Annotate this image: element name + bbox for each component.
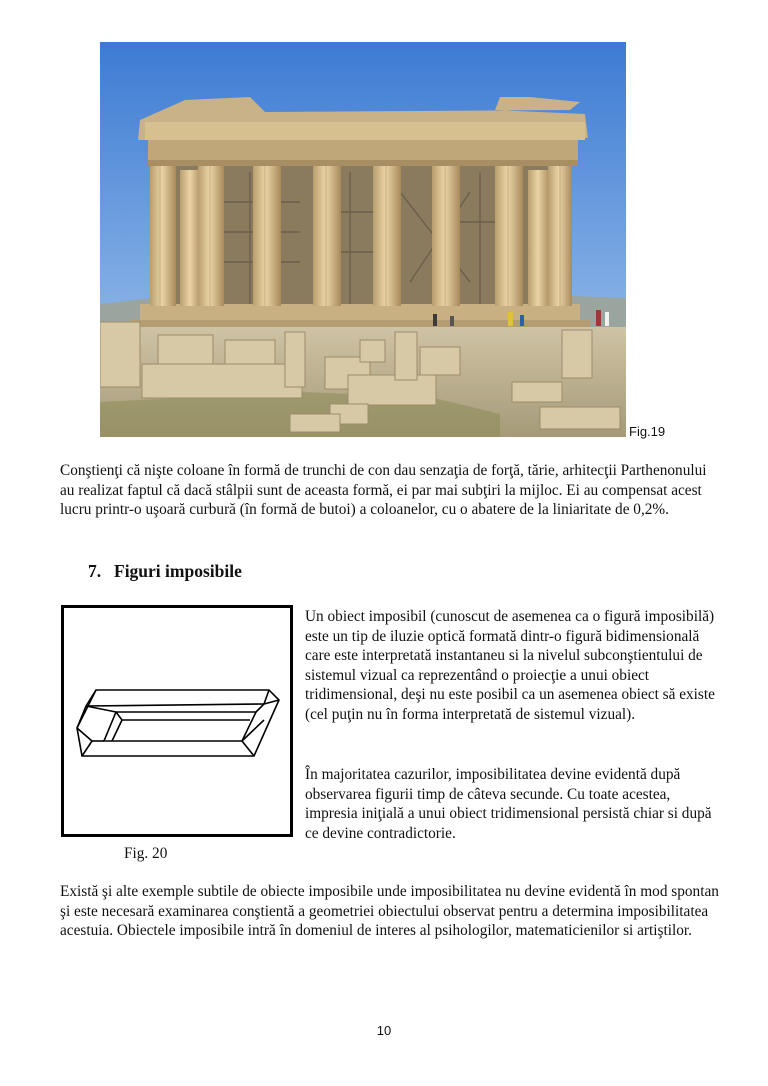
section-number: 7. <box>88 561 102 581</box>
paragraph-columns: Conştienţi că nişte coloane în formă de trunchi de con dau senzaţia de forţă, tărie, arhitecţii Parthenonului au realizat faptul că dacă stâlpii sunt de aceasta formă, ei par mai subţiri la mijloc. Ei au compensat acest lucru printr-o uşoară curbură (în formă de butoi) a coloanelor, cu o abatere de la liniaritate de 0,2%. <box>60 462 707 518</box>
page-number: 10 <box>376 1023 392 1038</box>
paragraph-impossible-object: Un obiect imposibil (cunoscut de asemenea ca o figură imposibilă) este un tip de iluzie optică formată dintr-o figură bidimensională care este interpretată instantaneu si la nivelul subconştientului de sistemul vizual ca reprezentând o proiecţie a unui obiect tridimensional, deşi nu este posibil ca un asemenea obiect să existe (cel puţin nu în forma interpretată de sistemul vizual). <box>305 608 715 723</box>
section-heading <box>88 561 242 582</box>
paragraph-impossibility-evident: În majoritatea cazurilor, imposibilitatea devine evidentă după observarea figurii timp de câteva secunde. Cu toate acestea, impresia iniţială a unui obiect tridimensional persistă chiar si după ce devine contradictorie. <box>305 766 712 842</box>
paragraph-subtle-examples: Există şi alte exemple subtile de obiecte imposibile unde imposibilitatea nu devine evidentă în mod spontan şi este necesară examinarea conştientă a geometriei obiectului observat pentru a determina imposibilitatea acestuia. Obiectele imposibile intră în domeniul de interes al psihologilor, matematicienilor si artiştilor. <box>60 883 719 939</box>
parthenon-photo <box>100 42 626 437</box>
figure-19-caption: Fig.19 <box>629 424 666 439</box>
figure-20-caption: Fig. 20 <box>124 845 168 862</box>
section-title: Figuri imposibile <box>114 561 242 581</box>
impossible-frame-figure <box>61 605 293 837</box>
